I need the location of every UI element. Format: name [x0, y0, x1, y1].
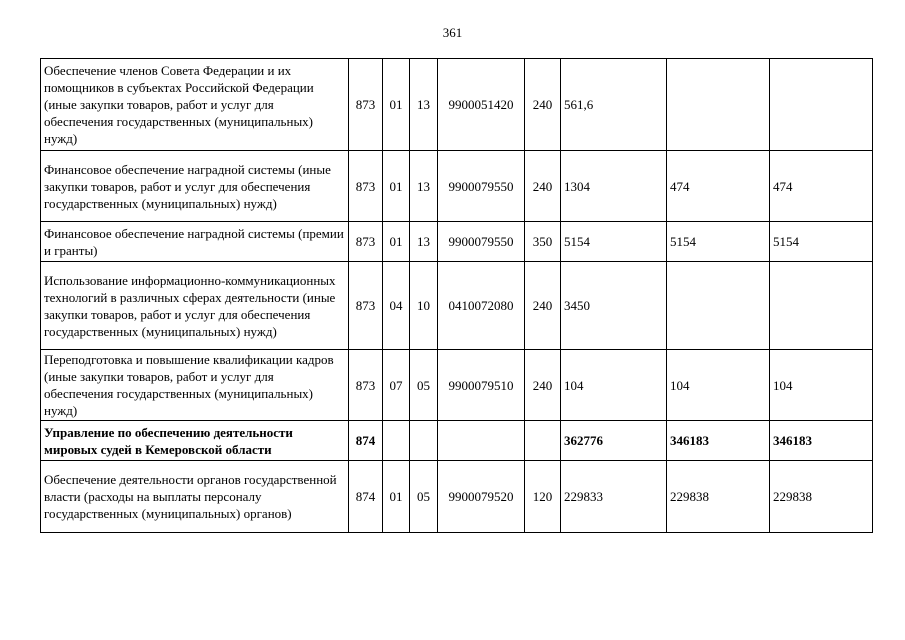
amount-year1-cell: 104	[561, 350, 667, 421]
table-row	[41, 421, 873, 461]
row-name-cell: Обеспечение деятельности органов государственной власти (расходы на выплаты персоналу государственных (муниципальных) органов)	[41, 461, 349, 533]
target-article-cell: 9900079550	[438, 222, 525, 262]
subsection-code-cell: 05	[410, 350, 438, 421]
ministry-code-cell: 873	[349, 59, 383, 151]
table-body	[41, 59, 873, 533]
amount-year1-cell: 229833	[561, 461, 667, 533]
target-article-cell: 9900079520	[438, 461, 525, 533]
expense-type-cell: 120	[525, 461, 561, 533]
amount-year1-cell: 3450	[561, 262, 667, 350]
amount-year2-cell: 346183	[667, 421, 770, 461]
amount-year1-cell: 362776	[561, 421, 667, 461]
row-name-cell: Переподготовка и повышение квалификации кадров (иные закупки товаров, работ и услуг для обеспечения государственных (муниципальных) нужд)	[41, 350, 349, 421]
target-article-cell: 9900051420	[438, 59, 525, 151]
row-name-cell: Финансовое обеспечение наградной системы (премии и гранты)	[41, 222, 349, 262]
row-name-cell: Обеспечение членов Совета Федерации и их помощников в субъектах Российской Федерации (иные закупки товаров, работ и услуг для обеспечения государственных (муниципальных) нужд)	[41, 59, 349, 151]
subsection-code-cell: 13	[410, 222, 438, 262]
amount-year3-cell	[770, 262, 873, 350]
table-row	[41, 350, 873, 421]
subsection-code-cell: 13	[410, 59, 438, 151]
amount-year3-cell: 346183	[770, 421, 873, 461]
ministry-code-cell: 873	[349, 262, 383, 350]
expense-type-cell: 240	[525, 59, 561, 151]
amount-year2-cell	[667, 59, 770, 151]
amount-year1-cell: 1304	[561, 151, 667, 222]
expense-type-cell: 240	[525, 262, 561, 350]
table-row	[41, 461, 873, 533]
row-name-cell: Финансовое обеспечение наградной системы (иные закупки товаров, работ и услуг для обеспечения государственных (муниципальных) нужд)	[41, 151, 349, 222]
subsection-code-cell	[410, 421, 438, 461]
subsection-code-cell: 10	[410, 262, 438, 350]
target-article-cell: 9900079550	[438, 151, 525, 222]
amount-year2-cell: 104	[667, 350, 770, 421]
expense-type-cell: 350	[525, 222, 561, 262]
amount-year2-cell: 229838	[667, 461, 770, 533]
expense-type-cell: 240	[525, 350, 561, 421]
page-number: 361	[442, 25, 463, 40]
ministry-code-cell: 873	[349, 151, 383, 222]
target-article-cell: 9900079510	[438, 350, 525, 421]
section-code-cell: 01	[383, 461, 410, 533]
amount-year2-cell	[667, 262, 770, 350]
row-name-cell: Управление по обеспечению деятельности мировых судей в Кемеровской области	[41, 421, 349, 461]
ministry-code-cell: 874	[349, 421, 383, 461]
section-code-cell: 01	[383, 222, 410, 262]
expense-type-cell: 240	[525, 151, 561, 222]
section-code-cell: 01	[383, 59, 410, 151]
ministry-code-cell: 873	[349, 350, 383, 421]
amount-year3-cell: 104	[770, 350, 873, 421]
amount-year3-cell: 474	[770, 151, 873, 222]
section-code-cell: 04	[383, 262, 410, 350]
section-code-cell: 01	[383, 151, 410, 222]
amount-year3-cell: 229838	[770, 461, 873, 533]
ministry-code-cell: 873	[349, 222, 383, 262]
table-row	[41, 222, 873, 262]
target-article-cell: 0410072080	[438, 262, 525, 350]
amount-year3-cell: 5154	[770, 222, 873, 262]
table-row	[41, 151, 873, 222]
budget-table	[40, 58, 873, 533]
amount-year2-cell: 5154	[667, 222, 770, 262]
amount-year1-cell: 5154	[561, 222, 667, 262]
section-code-cell: 07	[383, 350, 410, 421]
subsection-code-cell: 13	[410, 151, 438, 222]
target-article-cell	[438, 421, 525, 461]
amount-year1-cell: 561,6	[561, 59, 667, 151]
ministry-code-cell: 874	[349, 461, 383, 533]
table-row	[41, 59, 873, 151]
amount-year3-cell	[770, 59, 873, 151]
expense-type-cell	[525, 421, 561, 461]
section-code-cell	[383, 421, 410, 461]
row-name-cell: Использование информационно-коммуникационных технологий в различных сферах деятельности (иные закупки товаров, работ и услуг для обеспечения государственных (муниципальных) нужд)	[41, 262, 349, 350]
subsection-code-cell: 05	[410, 461, 438, 533]
amount-year2-cell: 474	[667, 151, 770, 222]
table-row	[41, 262, 873, 350]
